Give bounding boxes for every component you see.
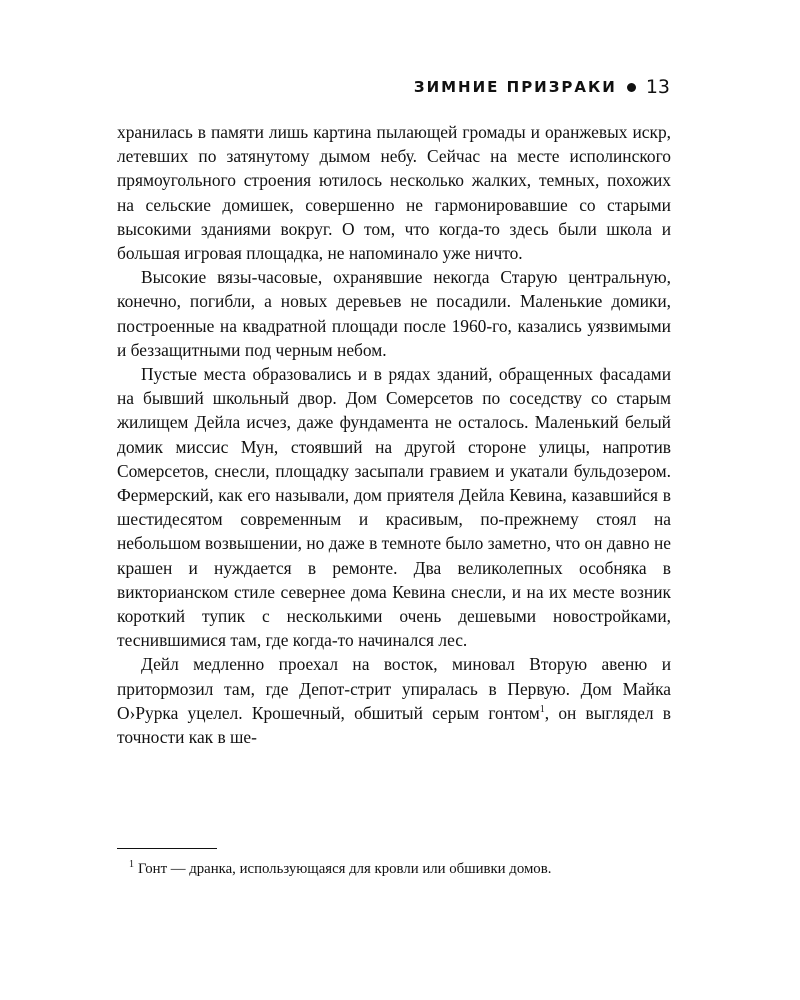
footnote-mark: 1 xyxy=(129,859,134,870)
bullet-separator xyxy=(627,83,636,92)
running-header xyxy=(400,76,670,98)
running-title: ЗИМНИЕ ПРИЗРАКИ xyxy=(413,78,617,96)
footnote-divider xyxy=(117,848,217,849)
paragraph-2: Высокие вязы-часовые, охранявшие некогда Старую центральную, конечно, погибли, а новых деревьев не посадили. Маленькие домики, построенные на квадратной площади после 1960-го, казались уязвимыми и беззащитными под черным небом. xyxy=(117,267,671,360)
body-text xyxy=(117,120,671,749)
footnote-reference: 1 xyxy=(539,704,545,716)
paragraph-3: Пустые места образовались и в рядах зданий, обращенных фасадами на бывший школьный двор. Дом Сомерсетов по соседству со старым жилищем Дейла исчез, даже фундамента не осталось. Маленький белый домик миссис Мун, стоявший на другой стороне улицы, напротив Сомерсетов, снесли, площадку засыпали гравием и укатали бульдозером. Фермерский, как его называли, дом приятеля Дейла Кевина, казавшийся в шестидесятом современным и красивым, по-прежнему стоял на небольшом возвышении, но даже в темноте было заметно, что он давно не крашен и нуждается в ремонте. Два великолепных особняка в викторианском стиле севернее дома Кевина снесли, и на их месте возник короткий тупик с несколькими очень дешевыми новостройками, теснившимися там, где когда-то начинался лес. xyxy=(117,364,671,651)
paragraph-1: хранилась в памяти лишь картина пылающей громады и оранжевых искр, летевших по затянутому дымом небу. Сейчас на месте исполинского прямоугольного строения ютилось несколько жалких, темных, похожих на сельские домишек, совершенно не гармонировавшие со старыми высокими зданиями вокруг. О том, что когда-то здесь были школа и большая игровая площадка, не напоминало уже ничто. xyxy=(117,122,671,264)
footnote-text: Гонт — дранка, использующаяся для кровли или обшивки домов. xyxy=(138,860,552,877)
footnote xyxy=(117,854,671,880)
page-number: 13 xyxy=(645,76,670,98)
paragraph-4-text: Дейл медленно проехал на восток, миновал Вторую авеню и притормозил там, где Депот-стрит упиралась в Первую. Дом Майка О›Рурка уцелел. Крошечный, обшитый серым гонтом xyxy=(117,654,671,723)
paragraph-4-continuation: , он выглядел в точности как в ше- xyxy=(117,702,671,748)
paragraph-4 xyxy=(117,652,671,749)
